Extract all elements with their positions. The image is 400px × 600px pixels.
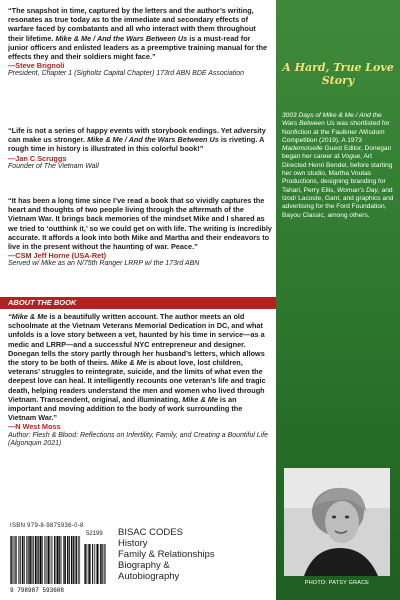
barcode-bar (69, 536, 70, 584)
barcode-bar (76, 536, 77, 584)
barcode-bar (74, 536, 75, 584)
barcode-bar (11, 536, 12, 584)
barcode-bar (24, 536, 25, 584)
barcode-bar (52, 536, 53, 584)
barcode-bar (85, 544, 86, 584)
barcode-bar (97, 544, 98, 584)
barcode-svg (10, 532, 108, 594)
bisac-heading: BISAC CODES (118, 527, 183, 538)
barcode-bar (18, 536, 19, 584)
barcode-bar (104, 544, 105, 584)
photo-credit: PHOTO: PATSY GRACE (304, 580, 370, 586)
price-barcode-bars (84, 544, 106, 584)
barcode-bar (22, 536, 23, 584)
review-3-affiliation: Served w/ Mike as an N/75th Ranger LRRP w/ the 173rd ABN (8, 260, 200, 268)
review-3-author: —CSM Jeff Horne (USA-Ret) (8, 251, 107, 261)
barcode-bar (28, 536, 29, 584)
barcode-bar (56, 536, 57, 584)
barcode-bar (48, 536, 49, 584)
barcode-bar (12, 536, 13, 584)
barcode-bar (30, 536, 31, 584)
about-book-affiliation: Author: Flesh & Blood: Reflections on Infertility, Family, and Creating a Bountiful Life (Algonquin 2021) (8, 431, 269, 448)
about-book-heading: ABOUT THE BOOK (0, 297, 276, 309)
barcode-bar (60, 536, 61, 584)
barcode-bar (67, 536, 68, 584)
review-2 (8, 126, 272, 171)
about-book-text: “Mike & Me is a beautifully written account. The author meets an old schoolmate at the Vietnam Veterans Memorial Dedication in DC, and what unfolds is a love story between a vet, haunted by his time in service—as a medic and LRRP—and a successful NYC entrepreneur and designer. Donegan tells the story partly through her husband’s letters, which allows the story to be both of theirs. Mike & Me is about love, lost children, veterans’ struggles to reintegrate, suicide, and the limits of what even the deepest love can heal. It intelligently recounts one veteran’s life and tragic death, helping readers understand the men and women who lived through Vietnam. Transcendent, original, and illuminating, Mike & Me is an important and moving addition to the body of work surrounding the Vietnam War.” (8, 312, 266, 423)
barcode-bar (89, 544, 90, 584)
barcode-bar (37, 536, 38, 584)
barcode-bar (93, 544, 94, 584)
review-2-author: —Jan C Scruggs (8, 153, 67, 163)
barcode-bar (88, 544, 89, 584)
review-3 (8, 196, 272, 269)
barcode-bar (73, 536, 74, 584)
barcode-bar (58, 536, 59, 584)
barcode-bar (57, 536, 58, 584)
barcode-bar (31, 536, 32, 584)
barcode-bar (68, 536, 69, 584)
isbn-barcode-bars (10, 536, 80, 584)
barcode-bar (101, 544, 102, 584)
barcode-bar (41, 536, 42, 584)
barcode-bar (40, 536, 41, 584)
barcode-bar (20, 536, 21, 584)
barcode-bar (86, 544, 87, 584)
barcode-bar (42, 536, 43, 584)
barcode-bar (84, 544, 85, 584)
bisac-biography: Biography & (118, 560, 170, 571)
barcode-bar (75, 536, 76, 584)
review-3-text: “It has been a long time since I’ve read a book that so vividly captures the heart and thoughts of two people living through the aftermath of the Vietnam War. It brings back memories of the mindset Mike and I shared as we tried to ‘outthink it,’ so we could get on with life. The writing is incredibly accurate. It affords a look into both Mike and Martha and their endeavors to live in the present without the haunting of war. Peace.” (8, 196, 272, 252)
about-book (8, 312, 272, 449)
barcode-bar (30, 536, 31, 584)
barcode-bar (15, 536, 16, 584)
bisac-codes (118, 527, 215, 582)
author-portrait-image (284, 468, 390, 576)
barcode-bar (59, 536, 60, 584)
barcode-bar (100, 544, 101, 584)
review-1-affiliation: President, Chapter 1 (Sigholtz Capital Chapter) 173rd ABN BDE Association (8, 70, 245, 78)
barcode-bar (54, 536, 55, 584)
isbn-label: ISBN 979-8-9875936-0-8 (10, 523, 84, 529)
barcode-bar (36, 536, 37, 584)
barcode-bar (64, 536, 65, 584)
review-2-text: “Life is not a series of happy events with storybook endings. Yet adversity can make us stronger. Mike & Me / And the Wars Between Us is riveting. A rough time in history is illustrated in this colorful book!” (8, 126, 266, 154)
barcode-bar (39, 536, 40, 584)
barcode-bar (98, 544, 99, 584)
barcode-bar (65, 536, 66, 584)
barcode-bar (65, 536, 66, 584)
review-2-affiliation: Founder of The Vietnam Wall (8, 162, 99, 170)
barcode-bar (22, 536, 23, 584)
barcode-bar (49, 536, 50, 584)
barcode-bar (10, 536, 11, 584)
barcode-bar (16, 536, 17, 584)
isbn-digits: 9 798987 593608 (10, 587, 65, 594)
barcode-bar (61, 536, 62, 584)
barcode-bar (73, 536, 74, 584)
barcode-bar (35, 536, 36, 584)
bisac-family: Family & Relationships (118, 549, 215, 560)
barcode-bar (97, 544, 98, 584)
barcode-bar (44, 536, 45, 584)
barcode-bar (24, 536, 25, 584)
barcode-bar (79, 536, 80, 584)
barcode-bar (55, 536, 56, 584)
barcode-bar (92, 544, 93, 584)
barcode-bar (13, 536, 14, 584)
barcode-bar (15, 536, 16, 584)
bisac-autobiography: Autobiography (118, 571, 180, 582)
barcode-bar (87, 544, 88, 584)
barcode-bar (72, 536, 73, 584)
barcode-bar (51, 536, 52, 584)
review-1-text: “The snapshot in time, captured by the letters and the author’s writing, resonates as true today as to the immediate and secondary effects of warfare faced by combatants and all who interact with them throughout their lifetime. Mike & Me / And the Wars Between Us is a must-read for junior officers and enlisted leaders as a preemptive training manual for the effects they and their soldiers might face.” (8, 6, 268, 62)
barcode-bar (33, 536, 34, 584)
barcode-bar (33, 536, 34, 584)
price-code: 52199 (86, 531, 103, 537)
barcode-bar (35, 536, 36, 584)
barcode-bar (90, 544, 91, 584)
barcode-bar (71, 536, 72, 584)
barcode-bar (28, 536, 29, 584)
barcode-bar (26, 536, 27, 584)
review-1 (8, 6, 272, 79)
barcode-bar (20, 536, 21, 584)
author-photo (284, 468, 390, 576)
barcode-bar (40, 536, 41, 584)
barcode-bar (48, 536, 49, 584)
about-book-author: —N West Moss (8, 422, 61, 432)
barcode-bar (101, 544, 102, 584)
author-bio-text: 3003 Days of Mike & Me / And the Wars Between Us was shortlisted for Nonfiction at the Faulkner /Wisdom Competition (2019). A 1973 Mademoiselle Guest Editor, Donegan began her career at Vogue, Art Directed Henri Bendel, before starting her own studio, Martha Voutas Productions, designing branding for Tahari, Perry Ellis, Woman’s Day, and Izod/ Lacoste, Gant, and graphics and advertising for the Ford Foundation, Bayou Classic, among others. (282, 112, 394, 219)
barcode-bar (47, 536, 48, 584)
barcode-bar (46, 536, 47, 584)
barcode-bar (89, 544, 90, 584)
barcode-bar (63, 536, 64, 584)
barcode-bar (103, 544, 104, 584)
barcode-bar (77, 536, 78, 584)
barcode-bar (29, 536, 30, 584)
tagline: A Hard, True Love Story (282, 61, 394, 87)
barcode-bar (69, 536, 70, 584)
barcode-bar (38, 536, 39, 584)
author-bio (282, 112, 394, 220)
barcode-bar (78, 536, 79, 584)
bisac-history: History (118, 538, 148, 549)
barcode-bar (96, 544, 97, 584)
barcode-bar (102, 544, 103, 584)
barcode-bar (94, 544, 95, 584)
review-1-author: —Steve Brignoli (8, 61, 65, 71)
barcode-bar (105, 544, 106, 584)
barcode-bar (57, 536, 58, 584)
